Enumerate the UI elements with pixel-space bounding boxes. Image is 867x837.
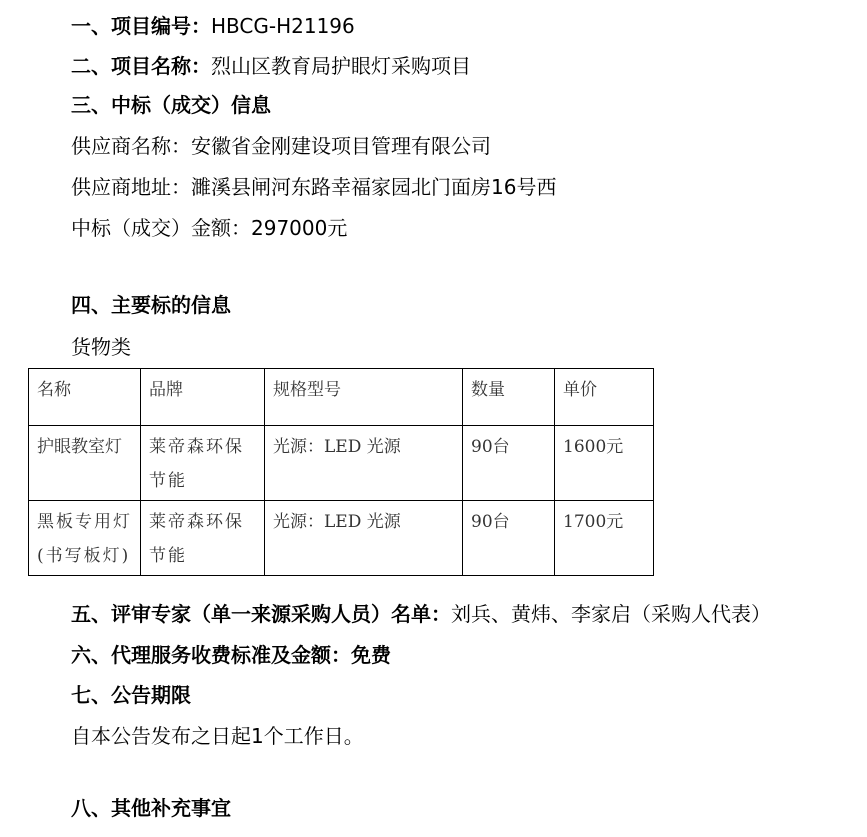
cell-unit-price: 1700元 bbox=[555, 501, 654, 576]
header-spec: 规格型号 bbox=[265, 369, 463, 426]
section-award-info-heading: 三、中标（成交）信息 bbox=[71, 93, 271, 117]
section-label: 五、评审专家（单一来源采购人员）名单： bbox=[71, 602, 451, 626]
cell-quantity: 90台 bbox=[463, 426, 555, 501]
section-other-matters-heading: 八、其他补充事宜 bbox=[71, 796, 231, 820]
supplier-name-label: 供应商名称： bbox=[71, 134, 191, 158]
section-main-subject-heading: 四、主要标的信息 bbox=[71, 293, 231, 317]
header-brand: 品牌 bbox=[141, 369, 265, 426]
section-label: 六、代理服务收费标准及金额： bbox=[71, 643, 351, 667]
cell-unit-price: 1600元 bbox=[555, 426, 654, 501]
supplier-address-label: 供应商地址： bbox=[71, 175, 191, 199]
header-name: 名称 bbox=[29, 369, 141, 426]
section-notice-period-heading: 七、公告期限 bbox=[71, 683, 191, 707]
table-header-row bbox=[29, 369, 654, 426]
section-agency-fee bbox=[71, 641, 391, 669]
cell-name: 黑板专用灯(书写板灯) bbox=[29, 501, 141, 576]
award-amount-label: 中标（成交）金额： bbox=[71, 216, 251, 240]
cell-spec: 光源：LED 光源 bbox=[265, 426, 463, 501]
project-name-value: 烈山区教育局护眼灯采购项目 bbox=[211, 54, 471, 78]
project-number-value: HBCG-H21196 bbox=[211, 14, 355, 38]
supplier-name-value: 安徽省金刚建设项目管理有限公司 bbox=[191, 134, 491, 158]
cell-name: 护眼教室灯 bbox=[29, 426, 141, 501]
goods-table bbox=[28, 368, 654, 576]
cell-spec: 光源：LED 光源 bbox=[265, 501, 463, 576]
table-row bbox=[29, 501, 654, 576]
header-quantity: 数量 bbox=[463, 369, 555, 426]
award-amount bbox=[71, 214, 347, 242]
agency-fee-value: 免费 bbox=[351, 643, 391, 667]
section-experts bbox=[71, 600, 771, 628]
supplier-name bbox=[71, 132, 491, 160]
header-unit-price: 单价 bbox=[555, 369, 654, 426]
section-label: 二、项目名称： bbox=[71, 54, 211, 78]
award-amount-value: 297000元 bbox=[251, 216, 348, 240]
table-row bbox=[29, 426, 654, 501]
cell-brand: 莱帝森环保节能 bbox=[141, 426, 265, 501]
section-project-name bbox=[71, 52, 471, 80]
cell-quantity: 90台 bbox=[463, 501, 555, 576]
supplier-address-value: 濉溪县闸河东路幸福家园北门面房16号西 bbox=[191, 175, 557, 199]
cell-brand: 莱帝森环保节能 bbox=[141, 501, 265, 576]
goods-category: 货物类 bbox=[71, 335, 131, 359]
experts-value: 刘兵、黄炜、李家启（采购人代表） bbox=[451, 602, 771, 626]
section-label: 一、项目编号： bbox=[71, 14, 211, 38]
section-project-number bbox=[71, 12, 355, 40]
supplier-address bbox=[71, 173, 556, 201]
notice-period-text: 自本公告发布之日起1个工作日。 bbox=[71, 724, 364, 748]
